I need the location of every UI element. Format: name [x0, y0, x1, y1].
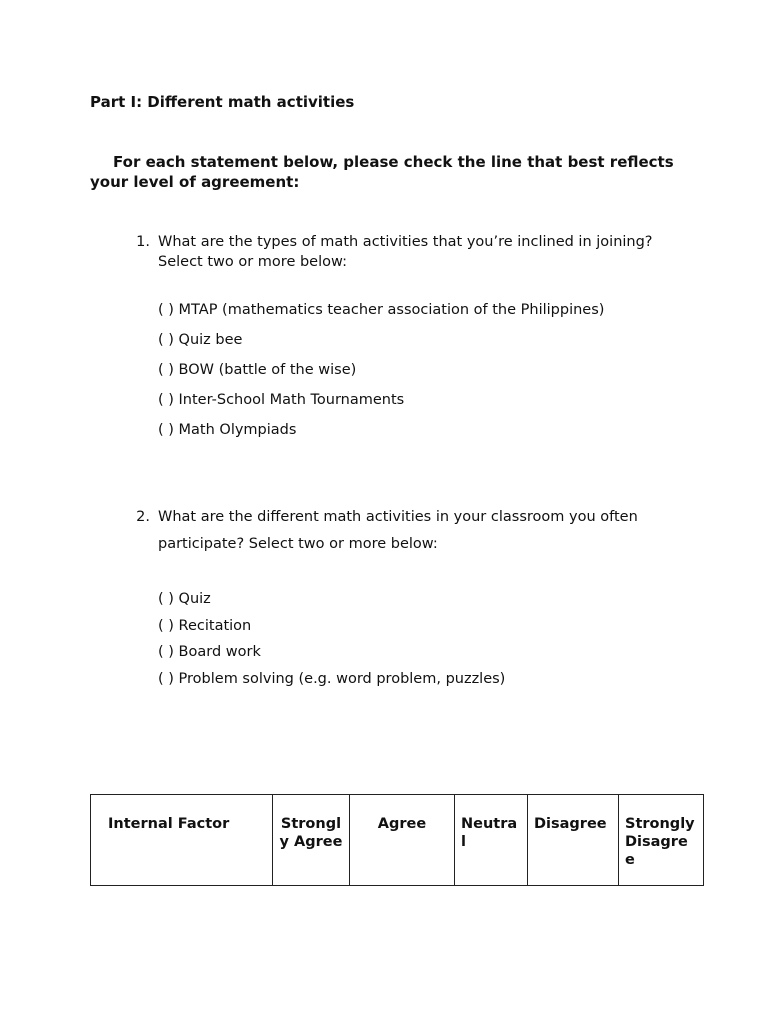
- header-agree: Agree: [350, 795, 455, 886]
- question-1-number: 1.: [136, 234, 150, 250]
- q1-option-math-olympiads[interactable]: ( ) Math Olympiads: [158, 422, 297, 438]
- header-strongly-agree: Strongly Agree: [273, 795, 350, 886]
- question-2-text-line-1: What are the different math activities in your classroom you often: [158, 509, 638, 525]
- question-1-text-line-1: What are the types of math activities that you’re inclined in joining?: [158, 234, 653, 250]
- q2-option-quiz[interactable]: ( ) Quiz: [158, 591, 211, 607]
- q1-option-mtap[interactable]: ( ) MTAP (mathematics teacher association of the Philippines): [158, 302, 605, 318]
- q1-option-bow[interactable]: ( ) BOW (battle of the wise): [158, 362, 357, 378]
- table-header-row: [91, 795, 704, 886]
- header-disagree: Disagree: [528, 795, 619, 886]
- q2-option-board-work[interactable]: ( ) Board work: [158, 644, 261, 660]
- question-1-text-line-2: Select two or more below:: [158, 254, 347, 270]
- rating-table: [90, 794, 704, 886]
- question-2-number: 2.: [136, 509, 150, 525]
- instruction-line-1: For each statement below, please check the line that best reflects: [113, 153, 674, 171]
- question-2-text-line-2: participate? Select two or more below:: [158, 536, 438, 552]
- header-neutral: Neutral: [455, 795, 528, 886]
- q1-option-quiz-bee[interactable]: ( ) Quiz bee: [158, 332, 243, 348]
- header-internal-factor: Internal Factor: [91, 795, 273, 886]
- instruction-line-2: your level of agreement:: [90, 173, 300, 191]
- page-heading: Part I: Different math activities: [90, 93, 355, 111]
- q2-option-recitation[interactable]: ( ) Recitation: [158, 618, 252, 634]
- q1-option-inter-school[interactable]: ( ) Inter-School Math Tournaments: [158, 392, 405, 408]
- header-strongly-disagree: Strongly Disagree: [619, 795, 704, 886]
- q2-option-problem-solving[interactable]: ( ) Problem solving (e.g. word problem, puzzles): [158, 671, 506, 687]
